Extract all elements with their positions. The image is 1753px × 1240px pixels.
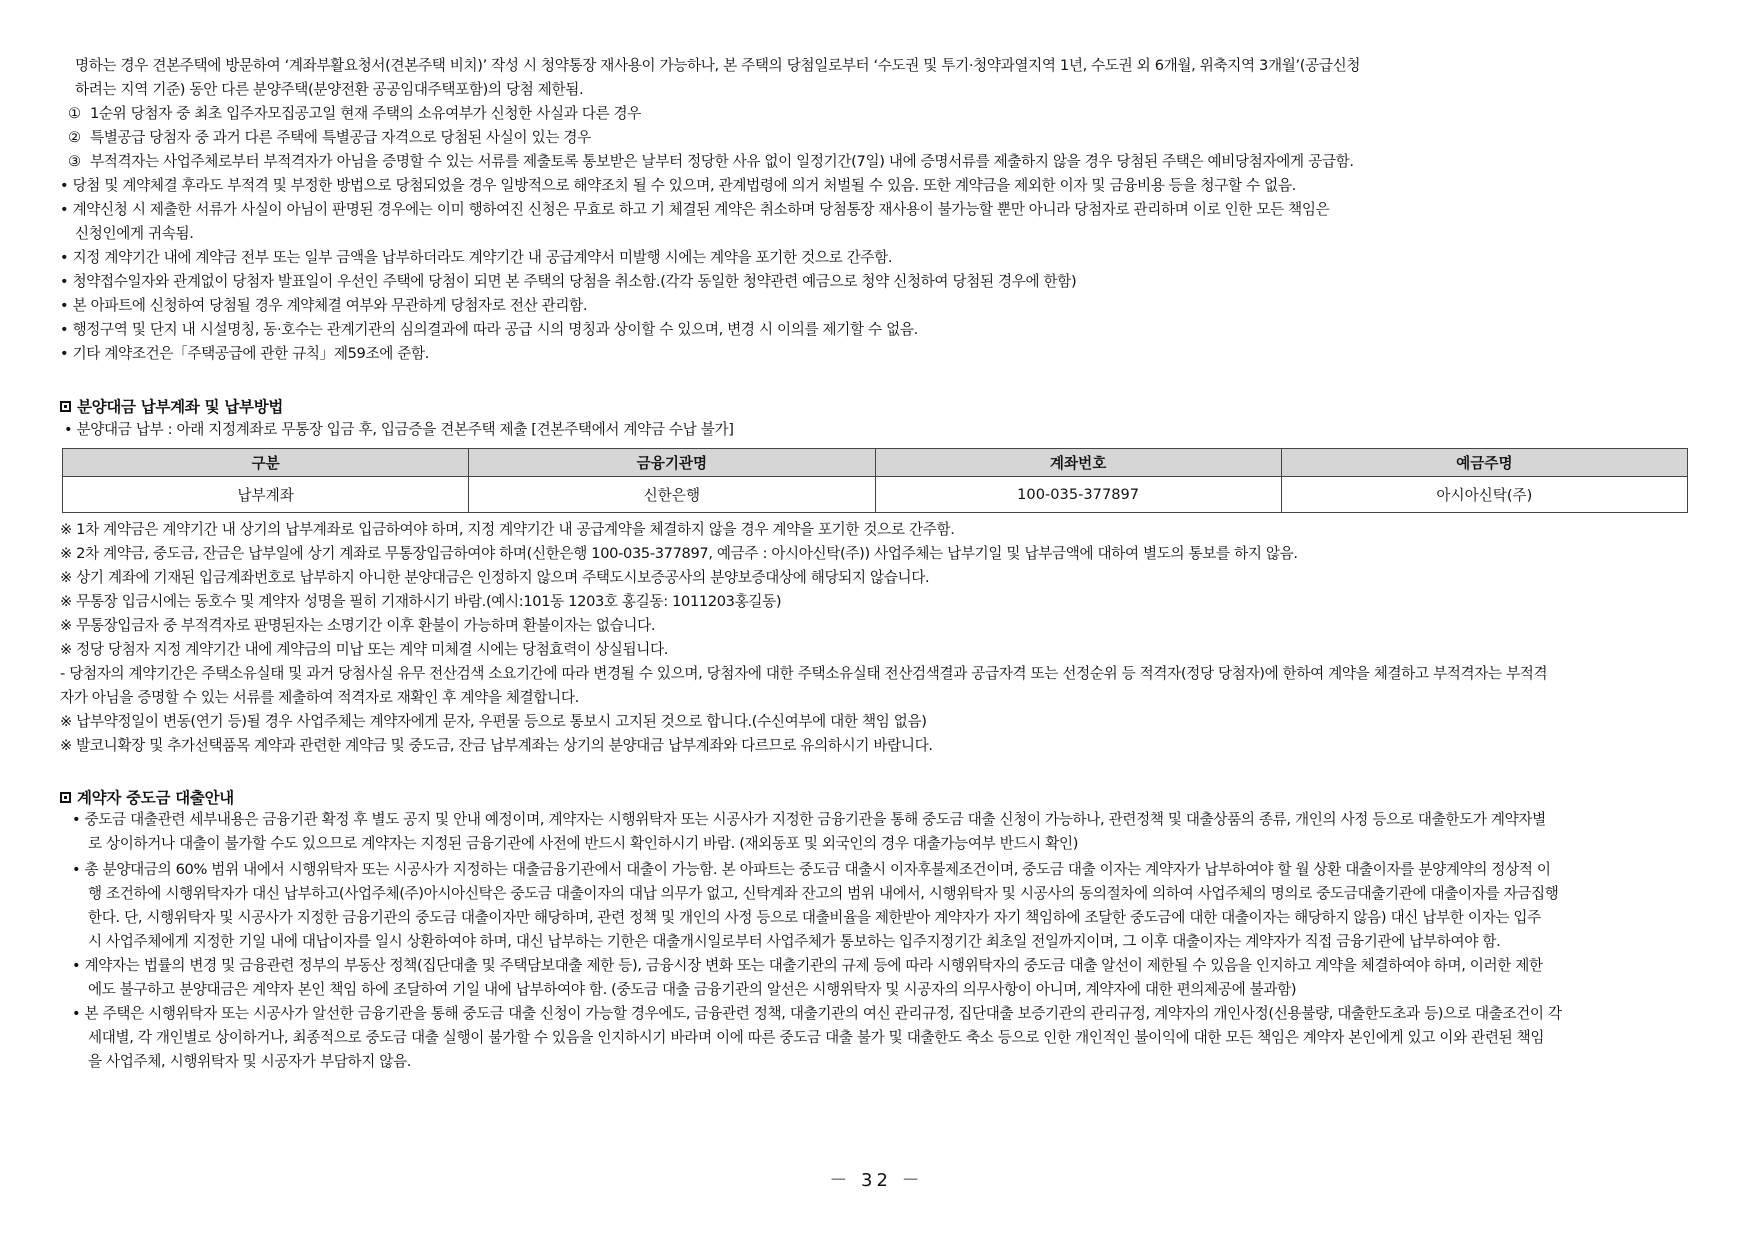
intro-line: 명하는 경우 견본주택에 방문하여 ‘계좌부활요청서(견본주택 비치)’ 작성 시 청약통장 재사용이 가능하나, 본 주택의 당첨일로부터 ‘수도권 및 투기·청약과열지역 1년, 수도권 외 6개월, 위축지역 3개월’(공급신청 — [75, 57, 1361, 74]
bullet-item: • 당첨 및 계약체결 후라도 부적격 및 부정한 방법으로 당첨되었을 경우 일방적으로 해약조치 될 수 있으며, 관계법령에 의거 처벌될 수 있음. 또한 계약금을 제외한 이자 및 금융비용 등을 청구할 수 없음. — [60, 177, 1296, 194]
item-text: 부적격자는 사업주체로부터 부적격자가 아님을 증명할 수 있는 서류를 제출토록 통보받은 날부터 정당한 사유 없이 일정기간(7일) 내에 증명서류를 제출하지 않을 경우 당첨된 주택은 예비당첨자에게 공급함. — [90, 153, 1354, 170]
item-number: ① — [68, 105, 81, 122]
bullet-item: • 계약신청 시 제출한 서류가 사실이 아님이 판명된 경우에는 이미 행하여진 신청은 무효로 하고 기 체결된 계약은 취소하며 당첨통장 재사용이 불가능할 뿐만 아니라 당첨자로 관리하며 이로 인한 모든 책임은 — [60, 201, 1330, 218]
loan-line: • 중도금 대출관련 세부내용은 금융기관 확정 후 별도 공지 및 안내 예정이며, 계약자는 시행위탁자 또는 시공사가 지정한 금융기관을 통해 중도금 대출 신청이 가능하나, 관련정책 및 대출상품의 종류, 개인의 사정 등으로 대출한도가 계약자별 — [72, 811, 1546, 828]
square-bullet-icon — [60, 792, 71, 803]
payment-method-bullet: • 분양대금 납부 : 아래 지정계좌로 무통장 입금 후, 입금증을 견본주택 제출 [견본주택에서 계약금 수납 불가] — [64, 421, 734, 438]
loan-line: • 계약자는 법률의 변경 및 금융관련 정부의 부동산 정책(집단대출 및 주택담보대출 제한 등), 금융시장 변화 또는 대출기관의 규제 등에 따라 시행위탁자의 중도금 대출 알선이 제한될 수 있음을 인지하고 계약을 체결하여야 하며, 이러한 제한 — [72, 957, 1543, 974]
note-line: ※ 무통장입금자 중 부적격자로 판명된자는 소명기간 이후 환불이 가능하며 환불이자는 없습니다. — [60, 617, 656, 634]
loan-line: 행 조건하에 시행위탁자가 대신 납부하고(사업주체(주)아시아신탁은 중도금 대출이자의 대납 의무가 없고, 신탁계좌 잔고의 범위 내에서, 시행위탁자 및 시공사의 동의절차에 의하여 사업주체의 명의로 중도금대출기관에 대출이자를 자금집행 — [88, 885, 1559, 902]
item-number: ② — [68, 129, 81, 146]
bullet-item: • 기타 계약조건은「주택공급에 관한 규칙」제59조에 준함. — [60, 345, 430, 362]
square-bullet-icon — [60, 401, 71, 412]
section-title — [60, 786, 234, 808]
table-cell: 납부계좌 — [63, 477, 469, 513]
table-header-cell: 예금주명 — [1281, 449, 1687, 477]
bullet-text: 당첨 및 계약체결 후라도 부적격 및 부정한 방법으로 당첨되었을 경우 일방적으로 해약조치 될 수 있으며, 관계법령에 의거 처벌될 수 있음. 또한 계약금을 제외한 이자 및 금융비용 등을 청구할 수 없음. — [72, 177, 1296, 194]
table-header-cell: 계좌번호 — [875, 449, 1281, 477]
intro-line: 하려는 지역 기준) 동안 다른 분양주택(분양전환 공공임대주택포함)의 당첨 제한됨. — [75, 81, 584, 98]
bullet-item: • 지정 계약기간 내에 계약금 전부 또는 일부 금액을 납부하더라도 계약기간 내 공급계약서 미발행 시에는 계약을 포기한 것으로 간주함. — [60, 249, 893, 266]
note-line: ※ 1차 계약금은 계약기간 내 상기의 납부계좌로 입금하여야 하며, 지정 계약기간 내 공급계약을 체결하지 않을 경우 계약을 포기한 것으로 간주함. — [60, 521, 955, 538]
loan-line: 로 상이하거나 대출이 불가할 수도 있으므로 계약자는 지정된 금융기관에 사전에 반드시 확인하시기 바람. (재외동포 및 외국인의 경우 대출가능여부 반드시 확인) — [88, 835, 1079, 852]
loan-line: 세대별, 각 개인별로 상이하거나, 최종적으로 중도금 대출 실행이 불가할 수 있음을 인지하시기 바라며 이에 따른 중도금 대출 불가 및 대출한도 축소 등으로 인한 개인적인 불이익에 대한 모든 책임은 계약자 본인에게 있고 이와 관련된 책임 — [88, 1029, 1545, 1046]
note-line: ※ 정당 당첨자 지정 계약기간 내에 계약금의 미납 또는 계약 미체결 시에는 당첨효력이 상실됩니다. — [60, 641, 669, 658]
section-title-text: 계약자 중도금 대출안내 — [77, 789, 234, 807]
bullet-text: 본 아파트에 신청하여 당첨될 경우 계약체결 여부와 무관하게 당첨자로 전산 관리함. — [72, 297, 588, 314]
note-line: - 당첨자의 계약기간은 주택소유실태 및 과거 당첨사실 유무 전산검색 소요기간에 따라 변경될 수 있으며, 당첨자에 대한 주택소유실태 전산검색결과 공급자격 또는 선정순위 등 적격자(정당 당첨자)에 한하여 계약을 체결하고 부적격자는 부적격 — [60, 665, 1548, 682]
page-number: － 32 － — [829, 1170, 924, 1191]
table-row — [63, 477, 1688, 513]
numbered-item — [68, 128, 591, 148]
bullet-text: 행정구역 및 단지 내 시설명칭, 동·호수는 관계기관의 심의결과에 따라 공급 시의 명칭과 상이할 수 있으며, 변경 시 이의를 제기할 수 없음. — [72, 321, 918, 338]
note-line: ※ 무통장 입금시에는 동호수 및 계약자 성명을 필히 기재하시기 바람.(예시:101동 1203호 홍길동: 1011203홍길동) — [60, 593, 782, 610]
item-text: 특별공급 당첨자 중 과거 다른 주택에 특별공급 자격으로 당첨된 사실이 있는 경우 — [90, 129, 591, 146]
item-number: ③ — [68, 153, 81, 170]
loan-line: 시 사업주체에게 지정한 기일 내에 대납이자를 일시 상환하여야 하며, 대신 납부하는 기한은 대출개시일로부터 사업주체가 통보하는 입주지정기간 최초일 전일까지이며, 그 이후 대출이자는 계약자가 직접 금융기관에 납부하여야 함. — [88, 933, 1501, 950]
note-line: ※ 2차 계약금, 중도금, 잔금은 납부일에 상기 계좌로 무통장입금하여야 하며(신한은행 100-035-377897, 예금주 : 아시아신탁(주)) 사업주체는 납부기일 및 납부금액에 대하여 별도의 통보를 하지 않음. — [60, 545, 1298, 562]
bullet-text: 지정 계약기간 내에 계약금 전부 또는 일부 금액을 납부하더라도 계약기간 내 공급계약서 미발행 시에는 계약을 포기한 것으로 간주함. — [72, 249, 893, 266]
loan-line: 에도 불구하고 분양대금은 계약자 본인 책임 하에 조달하여 기일 내에 납부하여야 함. (중도금 대출 금융기관의 알선은 시행위탁자 및 시공자의 의무사항이 아니며, 계약자에 대한 편의제공에 불과함) — [88, 981, 1297, 998]
table-header-cell: 금융기관명 — [469, 449, 875, 477]
loan-line: 한다. 단, 시행위탁자 및 시공사가 지정한 금융기관의 중도금 대출이자만 해당하며, 관련 정책 및 개인의 사정 등으로 대출비율을 제한받아 계약자가 자기 책임하에 조달한 중도금에 대한 대출이자는 해당하지 않음) 대신 납부한 이자는 입주 — [88, 909, 1541, 926]
note-line: ※ 납부약정일이 변동(연기 등)될 경우 사업주체는 계약자에게 문자, 우편물 등으로 통보시 고지된 것으로 합니다.(수신여부에 대한 책임 없음) — [60, 713, 927, 730]
table-header-row — [63, 449, 1688, 477]
bullet-item: • 행정구역 및 단지 내 시설명칭, 동·호수는 관계기관의 심의결과에 따라 공급 시의 명칭과 상이할 수 있으며, 변경 시 이의를 제기할 수 없음. — [60, 321, 918, 338]
loan-line: • 총 분양대금의 60% 범위 내에서 시행위탁자 또는 시공사가 지정하는 대출금융기관에서 대출이 가능함. 본 아파트는 중도금 대출시 이자후불제조건이며, 중도금 대출 이자는 계약자가 납부하여야 할 월 상환 대출이자를 분양계약의 정상적 이 — [72, 861, 1551, 878]
table-cell: 아시아신탁(주) — [1281, 477, 1687, 513]
loan-line: • 본 주택은 시행위탁자 또는 시공사가 알선한 금융기관을 통해 중도금 대출 신청이 가능할 경우에도, 금융관련 정책, 대출기관의 여신 관리규정, 집단대출 보증기관의 관리규정, 계약자의 개인사정(신용불량, 대출한도초과 등)으로 대출조건이 각 — [72, 1005, 1562, 1022]
section-title — [60, 395, 283, 417]
table-cell: 100-035-377897 — [875, 477, 1281, 513]
bullet-continuation: 신청인에게 귀속됨. — [75, 225, 194, 242]
note-line: 자가 아님을 증명할 수 있는 서류를 제출하여 적격자로 재확인 후 계약을 체결합니다. — [60, 689, 579, 706]
section-title-text: 분양대금 납부계좌 및 납부방법 — [77, 398, 284, 416]
numbered-item — [68, 152, 1354, 172]
account-table — [62, 448, 1688, 513]
bullet-text: 청약접수일자와 관계없이 당첨자 발표일이 우선인 주택에 당첨이 되면 본 주택의 당첨을 취소함.(각각 동일한 청약관련 예금으로 청약 신청하여 당첨된 경우에 한함) — [72, 273, 1077, 290]
bullet-item: • 본 아파트에 신청하여 당첨될 경우 계약체결 여부와 무관하게 당첨자로 전산 관리함. — [60, 297, 588, 314]
note-line: ※ 상기 계좌에 기재된 입금계좌번호로 납부하지 아니한 분양대금은 인정하지 않으며 주택도시보증공사의 분양보증대상에 해당되지 않습니다. — [60, 569, 930, 586]
loan-line: 을 사업주체, 시행위탁자 및 시공자가 부담하지 않음. — [88, 1053, 412, 1070]
table-cell: 신한은행 — [469, 477, 875, 513]
bullet-text: 계약신청 시 제출한 서류가 사실이 아님이 판명된 경우에는 이미 행하여진 신청은 무효로 하고 기 체결된 계약은 취소하며 당첨통장 재사용이 불가능할 뿐만 아니라 당첨자로 관리하며 이로 인한 모든 책임은 — [72, 201, 1330, 218]
table-header-cell: 구분 — [63, 449, 469, 477]
note-line: ※ 발코니확장 및 추가선택품목 계약과 관련한 계약금 및 중도금, 잔금 납부계좌는 상기의 분양대금 납부계좌와 다르므로 유의하시기 바랍니다. — [60, 737, 933, 754]
item-text: 1순위 당첨자 중 최초 입주자모집공고일 현재 주택의 소유여부가 신청한 사실과 다른 경우 — [90, 105, 642, 122]
bullet-text: 기타 계약조건은「주택공급에 관한 규칙」제59조에 준함. — [72, 345, 430, 362]
bullet-item: • 청약접수일자와 관계없이 당첨자 발표일이 우선인 주택에 당첨이 되면 본 주택의 당첨을 취소함.(각각 동일한 청약관련 예금으로 청약 신청하여 당첨된 경우에 한함) — [60, 273, 1077, 290]
numbered-item — [68, 104, 641, 124]
